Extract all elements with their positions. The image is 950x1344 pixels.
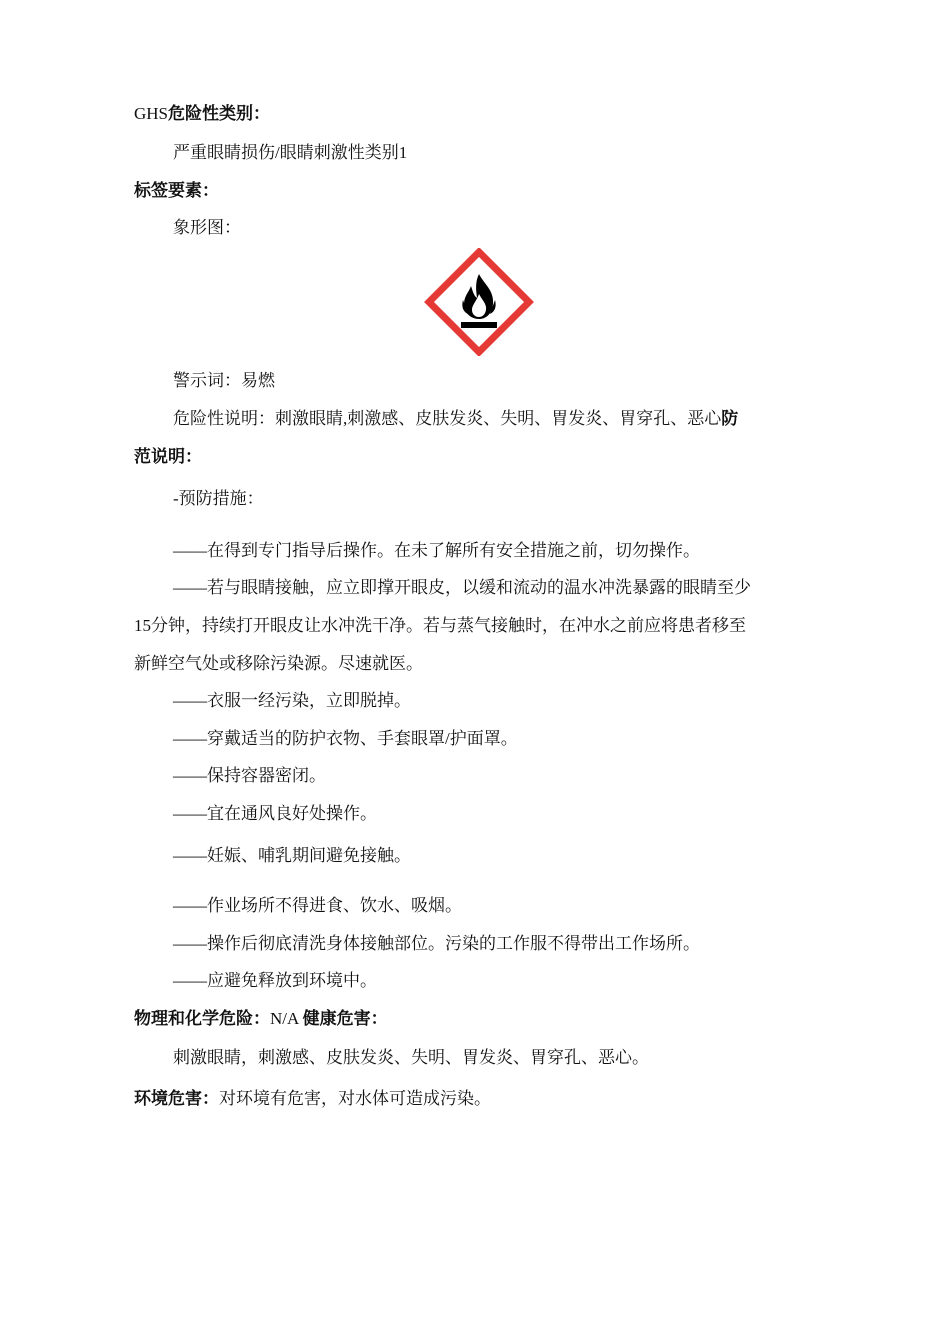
prevention-heading: -预防措施：	[173, 489, 264, 508]
physical-hazard-line	[134, 1008, 388, 1030]
environment-hazard-line	[134, 1088, 491, 1110]
flame-icon	[424, 248, 534, 356]
environment-hazard-label: 环境危害：	[134, 1089, 219, 1108]
prevention-item: ——保持容器密闭。	[173, 766, 326, 785]
pictogram-label: 象形图：	[173, 218, 241, 237]
prevention-item: ——穿戴适当的防护衣物、手套眼罩/护面罩。	[173, 729, 518, 748]
hazard-statement	[173, 408, 738, 430]
prevention-item: ——在得到专门指导后操作。在未了解所有安全措施之前，切勿操作。	[173, 541, 700, 560]
prevention-item: ——应避免释放到环境中。	[173, 971, 377, 990]
ghs-category: 严重眼睛损伤/眼睛刺激性类别1	[173, 143, 408, 162]
physical-hazard-value: N/A	[270, 1009, 299, 1028]
physical-hazard-label: 物理和化学危险：	[134, 1009, 270, 1028]
prevention-item: ——若与眼睛接触，应立即撑开眼皮，以缓和流动的温水冲洗暴露的眼睛至少	[173, 578, 751, 597]
signal-word: 警示词：易燃	[173, 371, 275, 390]
prevention-item-continued: 新鲜空气处或移除污染源。尽速就医。	[134, 654, 423, 673]
prevention-item: ——衣服一经污染，立即脱掉。	[173, 691, 411, 710]
precaution-heading-end: 范说明：	[134, 447, 202, 466]
prevention-item: ——妊娠、哺乳期间避免接触。	[173, 846, 411, 865]
prevention-item-continued: 15分钟，持续打开眼皮让水冲洗干净。若与蒸气接触时，在冲水之前应将患者移至	[134, 616, 746, 635]
hazard-statement-text: 危险性说明：刺激眼睛,刺激感、皮肤发炎、失明、胃发炎、胃穿孔、恶心	[173, 409, 722, 428]
ghs-heading	[134, 103, 270, 125]
prevention-item: ——操作后彻底清洗身体接触部位。污染的工作服不得带出工作场所。	[173, 934, 700, 953]
label-elements-heading: 标签要素：	[134, 181, 219, 200]
ghs-heading-label: 危险性类别：	[168, 104, 271, 123]
ghs-prefix: GHS	[134, 104, 169, 123]
prevention-item: ——宜在通风良好处操作。	[173, 804, 377, 823]
health-hazard-text: 刺激眼睛，刺激感、皮肤发炎、失明、胃发炎、胃穿孔、恶心。	[173, 1048, 649, 1067]
environment-hazard-value: 对环境有危害，对水体可造成污染。	[219, 1089, 491, 1108]
prevention-item: ——作业场所不得进食、饮水、吸烟。	[173, 896, 462, 915]
health-hazard-label: 健康危害：	[302, 1009, 388, 1028]
precaution-heading-start: 防	[721, 409, 739, 428]
